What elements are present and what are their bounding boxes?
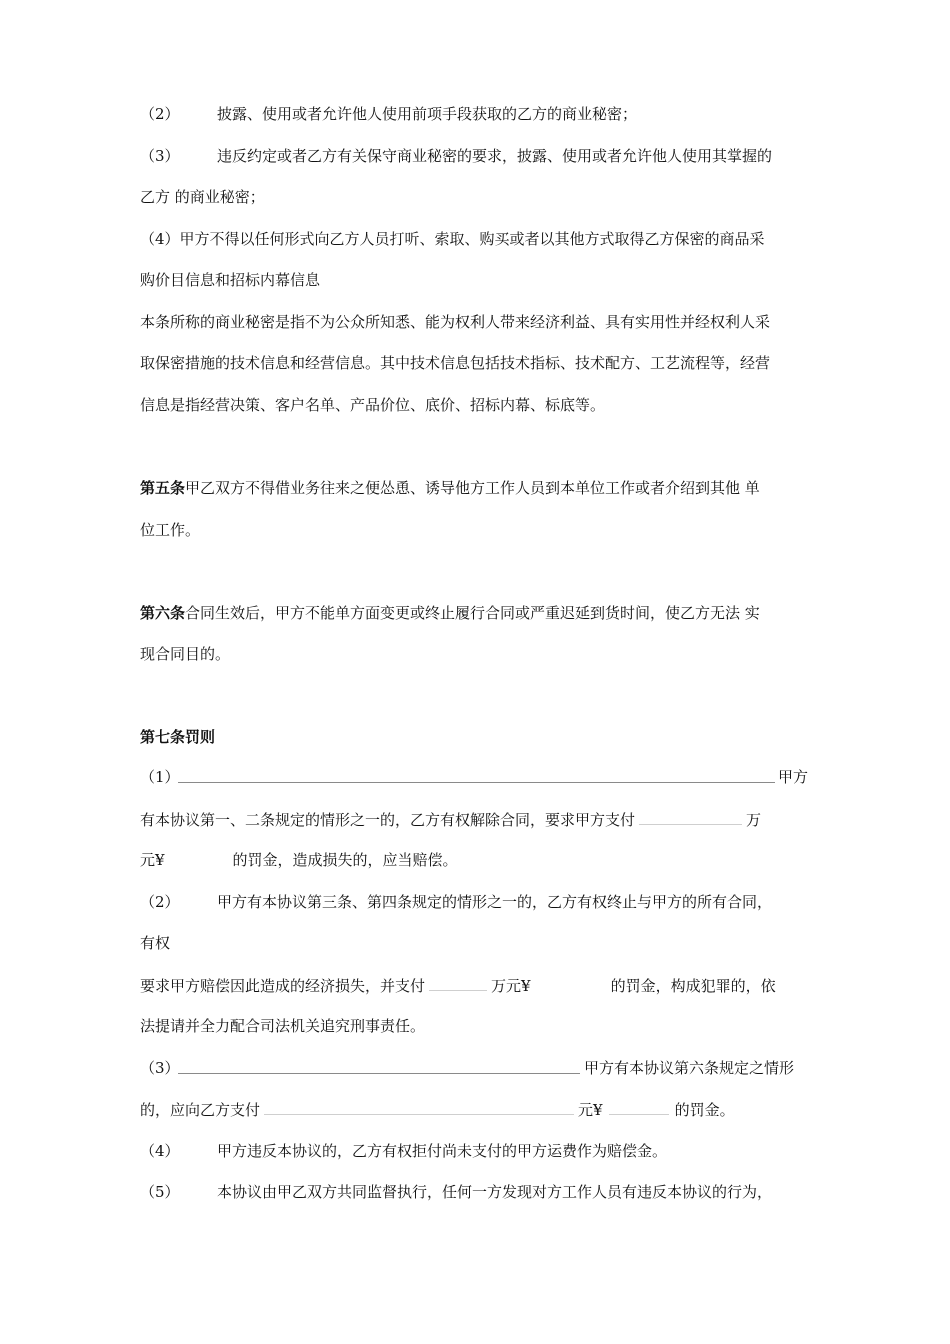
item-4-line: （4）甲方不得以任何形式向乙方人员打听、索取、购买或者以其他方式取得乙方保密的商品采 bbox=[140, 230, 765, 248]
item-text: 的罚金。 bbox=[674, 1101, 735, 1119]
item-number: （4） bbox=[140, 1142, 180, 1160]
amount-blank[interactable] bbox=[609, 1099, 669, 1115]
item-text: 的，应向乙方支付 bbox=[140, 1101, 261, 1119]
unit-text: 万元¥ bbox=[491, 977, 531, 995]
fill-blank[interactable] bbox=[178, 767, 775, 783]
fill-blank[interactable] bbox=[178, 1058, 580, 1074]
penalty-2-continuation bbox=[140, 975, 776, 996]
penalty-3-continuation bbox=[140, 1099, 735, 1120]
definition-line: 本条所称的商业秘密是指不为公众所知悉、能为权利人带来经济利益、具有实用性并经权利人采 bbox=[140, 313, 771, 331]
article-6-continuation: 现合同目的。 bbox=[140, 645, 231, 663]
currency-text: 元¥ bbox=[140, 851, 165, 869]
article-5-line bbox=[140, 478, 760, 498]
item-text: 本协议由甲乙双方共同监督执行，任何一方发现对方工作人员有违反本协议的行为， bbox=[217, 1183, 773, 1201]
penalty-2-continuation: 法提请并全力配合司法机关追究刑事责任。 bbox=[140, 1017, 426, 1035]
penalty-1-continuation bbox=[140, 850, 458, 870]
penalty-1-continuation bbox=[140, 809, 761, 830]
penalty-2-continuation: 有权 bbox=[140, 934, 171, 952]
definition-line: 信息是指经营决策、客户名单、产品价位、底价、招标内幕、标底等。 bbox=[140, 396, 606, 414]
item-text: 的罚金，造成损失的，应当赔偿。 bbox=[232, 851, 458, 869]
article-heading: 第五条 bbox=[140, 479, 186, 497]
amount-blank[interactable] bbox=[429, 975, 487, 991]
article-6-line bbox=[140, 603, 760, 623]
item-text: 的罚金，构成犯罪的，依 bbox=[610, 977, 776, 995]
item-text: 甲方违反本协议的，乙方有权拒付尚未支付的甲方运费作为赔偿金。 bbox=[217, 1142, 668, 1160]
unit-text: 万 bbox=[746, 811, 762, 829]
article-heading: 第六条 bbox=[140, 604, 186, 622]
item-text: 甲方有本协议第六条规定之情形 bbox=[584, 1059, 795, 1077]
item-number: （5） bbox=[140, 1183, 180, 1201]
definition-line: 取保密措施的技术信息和经营信息。其中技术信息包括技术指标、技术配方、工艺流程等，经营 bbox=[140, 354, 771, 372]
item-number: （2） bbox=[140, 105, 180, 123]
article-5-continuation: 位工作。 bbox=[140, 521, 201, 539]
item-number: （2） bbox=[140, 893, 180, 911]
item-text: 违反约定或者乙方有关保守商业秘密的要求，披露、使用或者允许他人使用其掌握的 bbox=[217, 147, 773, 165]
item-text: 有本协议第一、二条规定的情形之一的，乙方有权解除合同，要求甲方支付 bbox=[140, 811, 636, 829]
item-number: （3） bbox=[140, 1059, 180, 1077]
amount-blank[interactable] bbox=[264, 1099, 574, 1115]
item-3-continuation: 乙方 的商业秘密； bbox=[140, 188, 265, 206]
item-text: 甲方有本协议第三条、第四条规定的情形之一的，乙方有权终止与甲方的所有合同， bbox=[217, 893, 773, 911]
item-text: 披露、使用或者允许他人使用前项手段获取的乙方的商业秘密； bbox=[217, 105, 638, 123]
item-4-continuation: 购价目信息和招标内幕信息 bbox=[140, 271, 321, 289]
amount-blank[interactable] bbox=[639, 809, 742, 825]
article-text: 甲乙双方不得借业务往来之便怂恿、诱导他方工作人员到本单位工作或者介绍到其他 单 bbox=[185, 479, 760, 497]
item-text: 甲方 bbox=[778, 768, 809, 786]
article-text: 合同生效后，甲方不能单方面变更或终止履行合同或严重迟延到货时间，使乙方无法 实 bbox=[185, 604, 760, 622]
item-number: （1） bbox=[140, 768, 180, 786]
item-number: （3） bbox=[140, 147, 180, 165]
article-7-heading: 第七条罚则 bbox=[140, 728, 216, 746]
unit-text: 元¥ bbox=[578, 1101, 603, 1119]
item-text: 要求甲方赔偿因此造成的经济损失，并支付 bbox=[140, 977, 426, 995]
